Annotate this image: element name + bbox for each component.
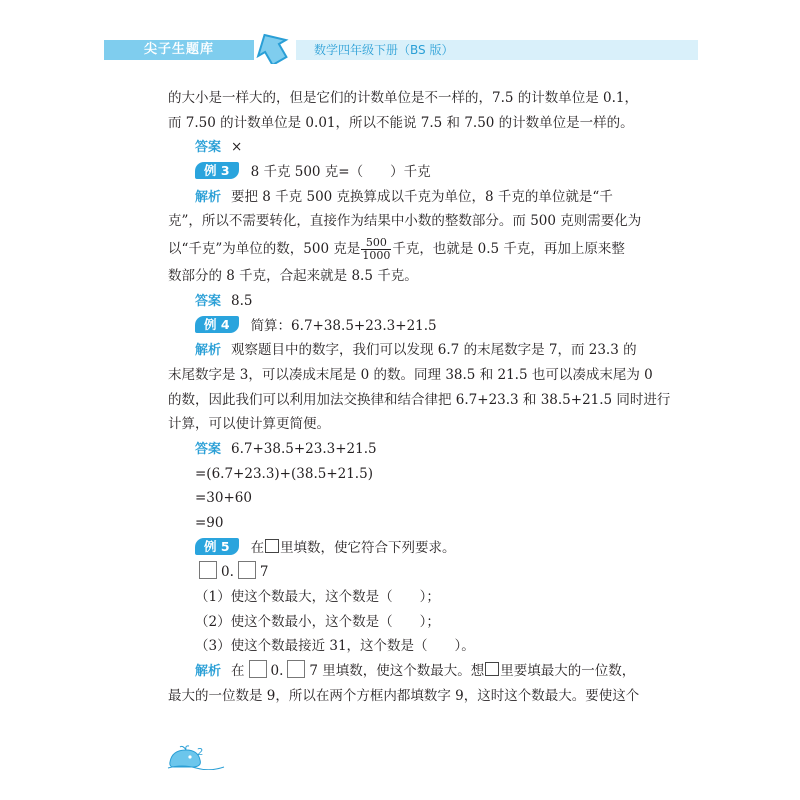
answer-line	[168, 437, 638, 462]
analysis-label: 解析	[195, 189, 222, 205]
example-badge: 例 3	[195, 162, 239, 179]
text-line: 的数，因此我们可以利用加法交换律和结合律把 6.7+23.3 和 38.5+21.5 同时进行	[168, 391, 671, 408]
question-text: 8 千克 500 克=（ ）千克	[250, 164, 431, 181]
analysis-text: 0.	[270, 663, 284, 680]
text-line: 的大小是一样大的，但是它们的计数单位是不一样的，7.5 的计数单位是 0.1，	[168, 90, 639, 106]
answer-value: 8.5	[231, 292, 253, 309]
square-icon	[265, 539, 279, 553]
text-segment: 以“千克”为单位的数，500 克是	[168, 241, 361, 258]
question-text: 在	[250, 539, 265, 556]
blank-box	[287, 660, 305, 678]
answer-value: 6.7+38.5+23.3+21.5	[231, 440, 377, 457]
fraction	[361, 237, 391, 262]
analysis-text: 里要填最大的一位数，	[500, 663, 636, 680]
answer-line	[168, 289, 638, 314]
book-title: 数学四年级下册（BS 版）	[296, 40, 698, 60]
answer-value: ×	[231, 139, 243, 156]
analysis-label: 解析	[195, 343, 222, 359]
square-icon	[485, 662, 499, 676]
arrow-up-icon	[254, 32, 290, 64]
text-segment: 千克，也就是 0.5 千克，再加上原来整	[392, 241, 625, 258]
analysis-line	[168, 659, 638, 684]
number-expression	[168, 560, 638, 585]
analysis-line	[168, 185, 638, 210]
decimal-point-text: 0.	[221, 564, 234, 581]
answer-line	[168, 135, 638, 160]
page-body	[168, 86, 671, 709]
calc-step: =90	[195, 515, 224, 531]
page-header	[104, 40, 698, 60]
example-badge: 例 5	[195, 538, 239, 555]
blank-box	[238, 561, 256, 579]
analysis-text: 观察题目中的数字，我们可以发现 6.7 的末尾数字是 7，而 23.3 的	[231, 342, 637, 359]
fraction-denominator: 1000	[362, 249, 391, 263]
whale-mascot-icon	[166, 744, 226, 770]
answer-label: 答案	[195, 140, 222, 156]
series-title: 尖子生题库	[104, 40, 254, 60]
analysis-text: 要把 8 千克 500 克换算成以千克为单位，8 千克的单位就是“千	[231, 188, 613, 205]
answer-label: 答案	[195, 441, 222, 457]
example-badge: 例 4	[195, 316, 239, 333]
blank-box	[249, 660, 267, 678]
analysis-label: 解析	[195, 664, 222, 680]
text-line: 最大的一位数是 9，所以在两个方框内都填数字 9，这时这个数最大。要使这个	[168, 687, 640, 704]
analysis-line	[168, 338, 638, 363]
text-line: 末尾数字是 3，可以凑成末尾是 0 的数。同理 38.5 和 21.5 也可以凑成末尾为 0	[168, 366, 653, 383]
page-number: 2	[197, 747, 204, 758]
answer-label: 答案	[195, 293, 222, 309]
analysis-text: 在	[231, 663, 245, 680]
text-line: 数部分的 8 千克，合起来就是 8.5 千克。	[168, 268, 418, 285]
text-line: 计算，可以使计算更简便。	[168, 416, 330, 433]
calc-step: =30+60	[195, 490, 252, 507]
example-4-question	[168, 314, 638, 339]
fraction-numerator: 500	[361, 237, 391, 250]
example-5-question	[168, 536, 638, 561]
sub-question: （2）使这个数最小，这个数是（ ）；	[195, 613, 440, 630]
question-text: 简算：6.7+38.5+23.3+21.5	[250, 317, 437, 334]
text-line-with-fraction	[168, 234, 638, 264]
example-3-question	[168, 160, 638, 185]
sub-question: （3）使这个数最接近 31，这个数是（ ）。	[195, 638, 475, 655]
digit-text: 7	[259, 564, 269, 581]
text-line: 而 7.50 的计数单位是 0.01，所以不能说 7.5 和 7.50 的计数单位是一样的。	[168, 114, 634, 131]
question-text: 里填数，使它符合下列要求。	[280, 539, 456, 556]
blank-box	[199, 561, 217, 579]
calc-step: =(6.7+23.3)+(38.5+21.5)	[195, 465, 373, 482]
text-line: 克”，所以不需要转化，直接作为结果中小数的整数部分。而 500 克则需要化为	[168, 213, 642, 230]
sub-question: （1）使这个数最大，这个数是（ ）；	[195, 589, 440, 606]
analysis-text: 7 里填数，使这个数最大。想	[309, 663, 485, 680]
